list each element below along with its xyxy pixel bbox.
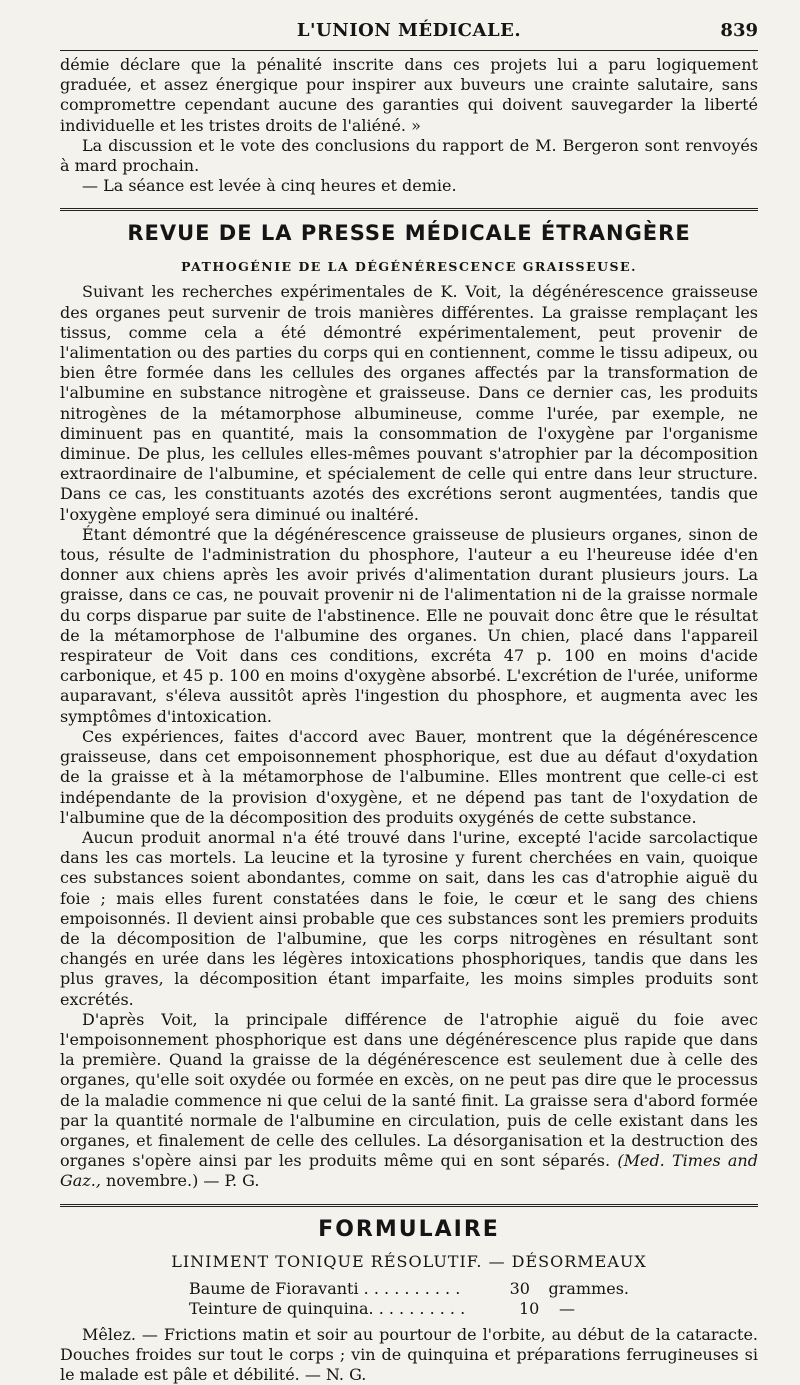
section-divider [60,1204,758,1207]
body-paragraph: Suivant les recherches expérimentales de K. Voit, la dégénérescence graisseuse des organes peut survenir de trois manières différentes. La graisse remplaçant les tissus, comme cela a été démontré expérimentalement, peut provenir de l'alimentation ou des parties du corps qui en contiennent, comme le tissu adipeux, ou bien être formée dans les cellules des organes affectés par la transformation de l'albumine en substance nitrogène et graisseuse. Dans ce dernier cas, les produits nitrogènes de la métamorphose albumineuse, comme l'urée, par exemple, ne diminuent pas en quantité, mais la consommation de l'oxygène par l'organisme diminue. De plus, les cellules elles-mêmes pouvant s'atrophier par la décomposition extraordinaire de l'albumine, et spécialement de celle qui entre dans leur structure. Dans ce cas, les constituants azotés des excrétions seront augmentées, tandis que l'oxygène employé sera diminué ou inaltéré. [60,282,758,524]
ingredient-quantity: 10 [519,1298,540,1318]
section-title-revue: REVUE DE LA PRESSE MÉDICALE ÉTRANGÈRE [127,221,691,246]
ingredient-name: Baume de Fioravanti . . . . . . . . . . [189,1278,461,1298]
subsection-title: PATHOGÉNIE DE LA DÉGÉNÉRESCENCE GRAISSEUSE. [181,259,637,275]
ingredient-quantity: 30 [509,1278,530,1298]
continuation-paragraph: La discussion et le vote des conclusions du rapport de M. Bergeron sont renvoyés à mard prochain. [60,135,758,176]
ingredient-unit: — [559,1298,575,1318]
instructions-paragraph: Mêlez. — Frictions matin et soir au pourtour de l'orbite, au début de la cataracte. Douches froides sur tout le corps ; vin de quinquina et préparations ferrugineuses si le malade est pâle et débilité. — N. G. [60,1324,758,1384]
ingredient-unit: grammes. [548,1278,629,1298]
page-header [60,18,758,46]
ingredient-list [189,1279,629,1319]
body-paragraph [60,1010,758,1192]
formulaire-body [60,1325,758,1385]
continuation-paragraph: démie déclare que la pénalité inscrite dans ces projets lui a paru logiquement graduée, et assez énergique pour inspirer aux buveurs une crainte salutaire, sans compromettre cependant aucune des garanties qui doivent sauvegarder la liberté individuelle et les tristes droits de l'aliéné. » [60,55,758,135]
section-title-formulaire: FORMULAIRE [318,1216,500,1242]
closing-line: — La séance est levée à cinq heures et demie. [82,176,457,196]
page-number: 839 [720,20,758,41]
ingredient-row [189,1279,629,1299]
signature: novembre.) — P. G. [100,1171,260,1191]
recipe-title: LINIMENT TONIQUE RÉSOLUTIF. — DÉSORMEAUX [171,1251,647,1271]
ingredient-name: Teinture de quinquina. . . . . . . . . . [189,1298,466,1318]
body-paragraph: Aucun produit anormal n'a été trouvé dans l'urine, excepté l'acide sarcolactique dans les cas mortels. La leucine et la tyrosine y furent cherchées en vain, quoique ces substances soient abondantes, comme on sait, dans les cas d'atrophie aiguë du foie ; mais elles furent constatées dans le foie, le cœur et le sang des chiens empoisonnés. Il devient ainsi probable que ces substances sont les premiers produits de la décomposition de l'albumine, que les corps nitrogènes en résultant sont changés en urée dans les légères intoxications phosphoriques, tandis que dans les plus graves, la décomposition étant imparfaite, les moins simples produits sont excrétés. [60,827,758,1009]
body-paragraph: Étant démontré que la dégénérescence graisseuse de plusieurs organes, sinon de tous, résulte de l'administration du phosphore, l'auteur a eu l'heureuse idée d'en donner aux chiens après les avoir privés d'alimentation durant plusieurs jours. La graisse, dans ce cas, ne pouvait provenir ni de l'alimentation ni de la graisse normale du corps disparue par suite de l'abstinence. Elle ne pouvait donc être que le résultat de la métamorphose de l'albumine des organes. Un chien, placé dans l'appareil respirateur de Voit dans ces conditions, excréta 47 p. 100 en moins d'acide carbonique, et 45 p. 100 en moins d'oxygène absorbé. L'excrétion de l'urée, uniforme auparavant, s'éleva aussitôt après l'ingestion du phosphore, et augmenta avec les symptômes d'intoxication. [60,524,758,726]
section-divider [60,208,758,211]
revue-body [60,282,758,1191]
body-paragraph: Ces expériences, faites d'accord avec Bauer, montrent que la dégénérescence graisseuse, dans cet empoisonnement phosphorique, est due au défaut d'oxydation de la graisse et à la métamorphose de l'albumine. Elles montrent que celle-ci est indépendante de la provision d'oxygène, et ne dépend pas tant de l'oxydation de l'albumine que de la décomposition des produits oxygénés de cette substance. [60,726,758,827]
last-paragraph-text: D'après Voit, la principale différence de l'atrophie aiguë du foie avec l'empoisonnement phosphorique est dans une dégénérescence plus rapide que dans la première. Quand la graisse de la dégénérescence est seulement due à celle des organes, qu'elle soit oxydée ou formée en excès, on ne peut pas dire que le processus de la maladie commence ni que celui de la santé finit. La graisse sera d'abord formée par la quantité normale de l'albumine en circulation, puis de celle existant dans les organes, et finalement de celle des cellules. La désorganisation et la destruction des organes s'opère ainsi par les produits même qui en sont séparés. [60,1009,758,1171]
ingredient-row [189,1299,629,1319]
header-rule [60,50,758,51]
source-citation: (Med. Times and Gaz., [60,1151,758,1191]
running-title: L'UNION MÉDICALE. [296,20,522,41]
continuation-text [60,55,758,196]
